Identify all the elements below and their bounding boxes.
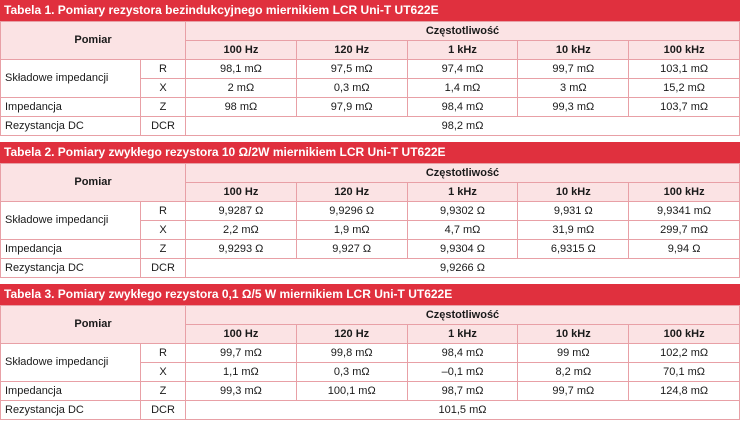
value-cell: 9,9293 Ω (186, 240, 297, 259)
symbol-z: Z (141, 98, 186, 117)
measurement-table (0, 163, 740, 278)
row-label-rezystancja: Rezystancja DC (1, 259, 141, 278)
value-cell: 9,9296 Ω (296, 202, 407, 221)
symbol-x: X (141, 79, 186, 98)
value-cell: 102,2 mΩ (629, 344, 740, 363)
table-title: Tabela 2. Pomiary zwykłego rezystora 10 Ω/2W miernikiem LCR Uni-T UT622E (0, 142, 740, 163)
value-cell: –0,1 mΩ (407, 363, 518, 382)
frequency-header: Częstotliwość (186, 22, 740, 41)
freq-header: 100 kHz (629, 183, 740, 202)
freq-header: 100 Hz (186, 325, 297, 344)
value-cell: 97,4 mΩ (407, 60, 518, 79)
freq-header: 100 kHz (629, 325, 740, 344)
value-cell: 8,2 mΩ (518, 363, 629, 382)
value-cell: 0,3 mΩ (296, 79, 407, 98)
value-cell: 9,931 Ω (518, 202, 629, 221)
freq-header: 100 Hz (186, 41, 297, 60)
symbol-x: X (141, 363, 186, 382)
freq-header: 10 kHz (518, 325, 629, 344)
symbol-dcr: DCR (141, 259, 186, 278)
freq-header: 120 Hz (296, 325, 407, 344)
row-label-skladowe: Składowe impedancji (1, 202, 141, 240)
table-row (1, 240, 740, 259)
value-cell: 97,9 mΩ (296, 98, 407, 117)
value-cell: 98,7 mΩ (407, 382, 518, 401)
value-cell: 15,2 mΩ (629, 79, 740, 98)
value-cell: 99,3 mΩ (186, 382, 297, 401)
table-row (1, 259, 740, 278)
value-cell: 31,9 mΩ (518, 221, 629, 240)
table-row (1, 117, 740, 136)
table-row (1, 382, 740, 401)
value-cell: 99,7 mΩ (518, 60, 629, 79)
dcr-value: 9,9266 Ω (186, 259, 740, 278)
value-cell: 2 mΩ (186, 79, 297, 98)
value-cell: 9,9302 Ω (407, 202, 518, 221)
value-cell: 98,1 mΩ (186, 60, 297, 79)
symbol-z: Z (141, 240, 186, 259)
symbol-dcr: DCR (141, 401, 186, 420)
table-row (1, 60, 740, 79)
table-block-1 (0, 0, 740, 136)
symbol-r: R (141, 202, 186, 221)
dcr-value: 101,5 mΩ (186, 401, 740, 420)
freq-header: 100 kHz (629, 41, 740, 60)
table-row (1, 344, 740, 363)
value-cell: 0,3 mΩ (296, 363, 407, 382)
freq-header: 10 kHz (518, 41, 629, 60)
symbol-r: R (141, 344, 186, 363)
value-cell: 99,7 mΩ (518, 382, 629, 401)
measurement-table (0, 305, 740, 420)
frequency-header: Częstotliwość (186, 306, 740, 325)
frequency-header: Częstotliwość (186, 164, 740, 183)
value-cell: 124,8 mΩ (629, 382, 740, 401)
value-cell: 9,927 Ω (296, 240, 407, 259)
row-label-impedancja: Impedancja (1, 240, 141, 259)
value-cell: 99,3 mΩ (518, 98, 629, 117)
freq-header: 1 kHz (407, 41, 518, 60)
symbol-z: Z (141, 382, 186, 401)
value-cell: 99,8 mΩ (296, 344, 407, 363)
value-cell: 4,7 mΩ (407, 221, 518, 240)
value-cell: 9,94 Ω (629, 240, 740, 259)
value-cell: 70,1 mΩ (629, 363, 740, 382)
value-cell: 2,2 mΩ (186, 221, 297, 240)
pomiar-header: Pomiar (1, 164, 186, 202)
value-cell: 103,1 mΩ (629, 60, 740, 79)
row-label-skladowe: Składowe impedancji (1, 344, 141, 382)
symbol-dcr: DCR (141, 117, 186, 136)
row-label-skladowe: Składowe impedancji (1, 60, 141, 98)
table-title: Tabela 1. Pomiary rezystora bezindukcyjnego miernikiem LCR Uni-T UT622E (0, 0, 740, 21)
value-cell: 98 mΩ (186, 98, 297, 117)
value-cell: 1,4 mΩ (407, 79, 518, 98)
symbol-x: X (141, 221, 186, 240)
table-row (1, 98, 740, 117)
value-cell: 9,9341 mΩ (629, 202, 740, 221)
freq-header: 1 kHz (407, 325, 518, 344)
table-row (1, 202, 740, 221)
value-cell: 98,4 mΩ (407, 98, 518, 117)
value-cell: 100,1 mΩ (296, 382, 407, 401)
symbol-r: R (141, 60, 186, 79)
freq-header: 1 kHz (407, 183, 518, 202)
dcr-value: 98,2 mΩ (186, 117, 740, 136)
table-title: Tabela 3. Pomiary zwykłego rezystora 0,1 Ω/5 W miernikiem LCR Uni-T UT622E (0, 284, 740, 305)
value-cell: 98,4 mΩ (407, 344, 518, 363)
pomiar-header: Pomiar (1, 22, 186, 60)
value-cell: 9,9304 Ω (407, 240, 518, 259)
value-cell: 6,9315 Ω (518, 240, 629, 259)
freq-header: 120 Hz (296, 183, 407, 202)
value-cell: 97,5 mΩ (296, 60, 407, 79)
table-block-3 (0, 284, 740, 420)
pomiar-header: Pomiar (1, 306, 186, 344)
value-cell: 3 mΩ (518, 79, 629, 98)
value-cell: 99,7 mΩ (186, 344, 297, 363)
value-cell: 1,1 mΩ (186, 363, 297, 382)
table-block-2 (0, 142, 740, 278)
value-cell: 99 mΩ (518, 344, 629, 363)
value-cell: 9,9287 Ω (186, 202, 297, 221)
row-label-rezystancja: Rezystancja DC (1, 117, 141, 136)
row-label-rezystancja: Rezystancja DC (1, 401, 141, 420)
freq-header: 120 Hz (296, 41, 407, 60)
value-cell: 1,9 mΩ (296, 221, 407, 240)
row-label-impedancja: Impedancja (1, 98, 141, 117)
row-label-impedancja: Impedancja (1, 382, 141, 401)
measurement-table (0, 21, 740, 136)
table-row (1, 401, 740, 420)
value-cell: 299,7 mΩ (629, 221, 740, 240)
value-cell: 103,7 mΩ (629, 98, 740, 117)
freq-header: 100 Hz (186, 183, 297, 202)
freq-header: 10 kHz (518, 183, 629, 202)
